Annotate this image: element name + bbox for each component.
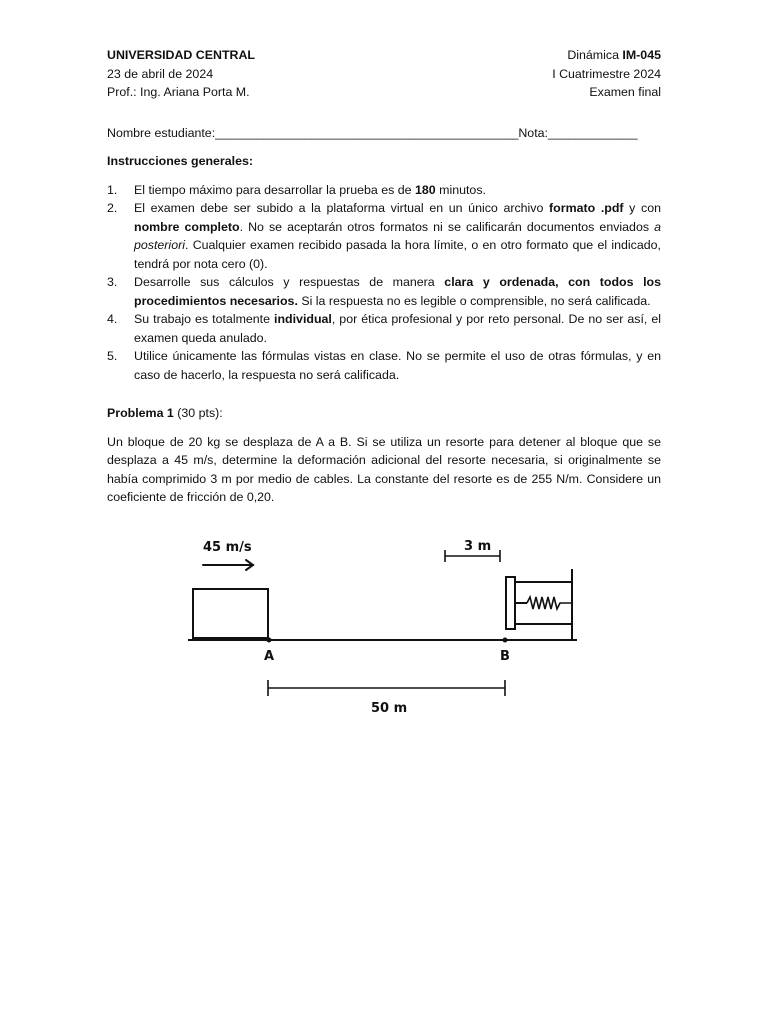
velocity-label: 45 m/s <box>203 540 252 555</box>
university-name: UNIVERSIDAD CENTRAL <box>107 48 256 62</box>
list-item <box>107 347 661 384</box>
point-a-label: A <box>264 649 275 664</box>
problem-1-statement: Un bloque de 20 kg se desplaza de A a B. Si se utiliza un resorte para detener al bloque que se desplaza a 45 m/s, determine la deformación adicional del resorte necesaria, si originalmente se había comprimido 3 m por medio de cables. La constante del resorte es de 255 N/m. Considere un coeficiente de fricción de 0,20. <box>107 434 661 504</box>
course-code: IM-045 <box>622 48 661 62</box>
course-prefix: Dinámica <box>567 48 623 62</box>
list-item <box>107 273 661 310</box>
student-name-row <box>107 124 661 143</box>
text-run: Desarrolle sus cálculos y respuestas de manera <box>134 275 445 289</box>
problem-1-title <box>107 404 661 423</box>
block <box>193 589 268 638</box>
term: I Cuatrimestre 2024 <box>552 66 661 81</box>
item-text <box>134 273 661 310</box>
text-run: . No se aceptarán otros formatos ni se calificarán documentos enviados <box>239 219 655 234</box>
bold-run: individual <box>274 312 332 326</box>
item-text: Utilice únicamente las fórmulas vistas en clase. No se permite el uso de otras fórmulas, y en caso de hacerlo, la respuesta no será calificada. <box>134 349 661 382</box>
text-run: El examen debe ser subido a la plataforma virtual en un único archivo <box>134 201 550 215</box>
item-number: 4. <box>107 312 118 326</box>
grade-field: _____________ <box>547 125 638 140</box>
item-text <box>134 310 661 347</box>
course-line <box>552 46 661 65</box>
exam-page <box>107 46 661 507</box>
item-number: 5. <box>107 349 118 363</box>
velocity-arrow-icon <box>203 560 253 570</box>
point-b-marker <box>503 638 508 643</box>
bold-run: 180 <box>415 182 436 197</box>
text-run: . Cualquier examen recibido pasada la hora límite, o en otro formato que el indicado, tendrá por nota cero (0). <box>134 238 661 271</box>
exam-date: 23 de abril de 2024 <box>107 66 214 81</box>
grade-label: Nota: <box>518 125 548 140</box>
item-number: 1. <box>107 182 118 197</box>
italic-run: a posteriori <box>134 219 661 252</box>
spring-assembly <box>506 569 572 640</box>
name-label: Nombre estudiante: <box>107 125 216 140</box>
point-a-marker <box>267 638 272 643</box>
instructions-title: Instrucciones generales: <box>107 154 253 168</box>
exam-type: Examen final <box>589 85 661 99</box>
bold-run: nombre completo <box>134 219 240 234</box>
instructions-list <box>107 181 661 385</box>
name-field: ____________________________________________ <box>215 125 519 140</box>
text-run: y con <box>623 201 661 215</box>
problem-1-figure <box>155 534 615 722</box>
bold-run: formato .pdf <box>549 201 624 215</box>
problem-points: (30 pts): <box>173 406 223 420</box>
distance-dimension <box>268 680 505 696</box>
list-item <box>107 181 661 200</box>
item-text <box>134 199 661 273</box>
text-run: minutos. <box>435 182 486 197</box>
problem-label: Problema 1 <box>107 406 174 420</box>
item-text <box>134 181 661 200</box>
compression-label: 3 m <box>464 539 492 554</box>
professor-name: Prof.: Ing. Ariana Porta M. <box>107 85 250 99</box>
bold-run: clara y ordenada, con todos los procedimientos necesarios. <box>134 275 661 308</box>
text-run: Si la respuesta no es legible o comprensible, no será calificada. <box>297 293 651 308</box>
point-b-label: B <box>500 649 510 664</box>
distance-label: 50 m <box>371 701 408 716</box>
list-item <box>107 199 661 273</box>
item-number: 2. <box>107 201 118 215</box>
list-item <box>107 310 661 347</box>
item-number: 3. <box>107 275 118 289</box>
text-run: , por ética profesional y por reto personal. De no ser así, el examen queda anulado. <box>134 312 661 345</box>
exam-header <box>107 46 661 102</box>
text-run: El tiempo máximo para desarrollar la prueba es de <box>134 182 415 197</box>
text-run: Su trabajo es totalmente <box>134 312 275 326</box>
figure-svg <box>155 534 615 722</box>
